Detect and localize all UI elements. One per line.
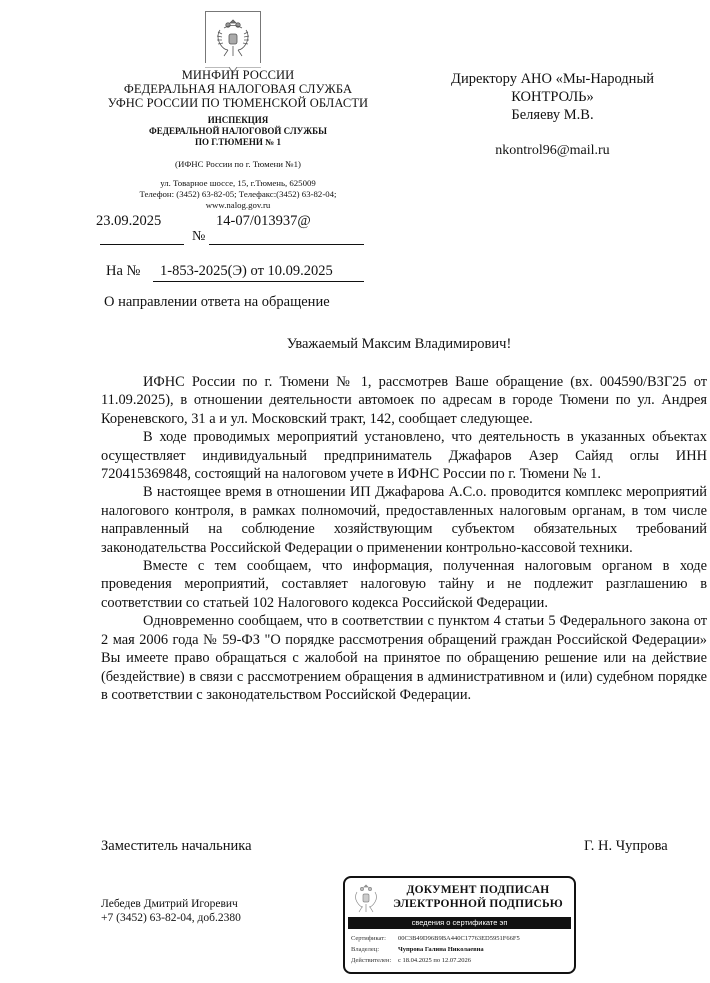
ministry-name: МИНФИН РОССИИ [181, 68, 295, 82]
inspection-line-2: ФЕДЕРАЛЬНОЙ НАЛОГОВОЙ СЛУЖБЫ [149, 126, 327, 136]
inspection-address: ул. Товарное шоссе, 15, г.Тюмень, 625009 [160, 178, 316, 188]
validity-label: Действителен: [351, 957, 392, 964]
validity-row [351, 956, 573, 965]
executor-name: Лебедев Дмитрий Игоревич [101, 898, 238, 910]
date-underline [100, 244, 184, 245]
letter-body [101, 373, 707, 704]
addressee-email: nkontrol96@mail.ru [495, 143, 610, 158]
letter-subject: О направлении ответа на обращение [104, 294, 330, 310]
validity-value: с 18.04.2025 по 12.07.2026 [398, 957, 471, 964]
number-underline [209, 244, 364, 245]
reply-to-value: 1-853-2025(Э) от 10.09.2025 [160, 263, 333, 279]
addressee-line-2: КОНТРОЛЬ» [511, 89, 594, 105]
stamp-coat-of-arms-icon [351, 882, 381, 914]
inspection-phones: Телефон: (3452) 63-82-05; Телефакс:(3452) 63-82-04; [139, 189, 337, 199]
executor-block [101, 897, 241, 925]
letterhead [96, 68, 380, 211]
signatory-title: Заместитель начальника [101, 838, 252, 854]
letter-date: 23.09.2025 [96, 213, 162, 229]
body-paragraph: В настоящее время в отношении ИП Джафарова А.С.о. проводится комплекс мероприятий налогового контроля, в рамках полномочий, предоставленных налоговым органам, в том числе направленный на соблюдение хозяйствующим субъектом обязательных требований законодательства Российской Федерации о применении контрольно-кассовой техники. [101, 484, 707, 556]
number-sign: № [192, 229, 206, 244]
inspection-short-name: (ИФНС России по г. Тюмени №1) [175, 159, 301, 169]
signatory-name: Г. Н. Чупрова [584, 838, 668, 854]
addressee-line-1: Директору АНО «Мы-Народный [451, 71, 654, 87]
department-name: УФНС РОССИИ ПО ТЮМЕНСКОЙ ОБЛАСТИ [107, 96, 369, 110]
inspection-line-3: ПО Г.ТЮМЕНИ № 1 [195, 137, 281, 147]
inspection-website: www.nalog.gov.ru [205, 200, 271, 210]
body-paragraph: ИФНС России по г. Тюмени № 1, рассмотрев Ваше обращение (вх. 004590/ВЗГ25 от 11.09.2025), в отношении деятельности автомоек по адресам в городе Тюмени по ул. Андрея Кореневского, 31 а и ул. Московский тракт, 142, сообщает следующее. [101, 374, 707, 427]
owner-row [351, 945, 573, 954]
certificate-row [351, 934, 573, 943]
executor-phone: +7 (3452) 63-82-04, доб.2380 [101, 912, 241, 924]
owner-label: Владелец: [351, 946, 380, 953]
reply-to-label: На № [106, 263, 141, 279]
owner-value: Чупрова Галина Николаевна [398, 946, 484, 953]
inspection-line-1: ИНСПЕКЦИЯ [207, 115, 269, 125]
stamp-title [385, 883, 571, 911]
e-signature-stamp [343, 876, 576, 974]
service-name: ФЕДЕРАЛЬНАЯ НАЛОГОВАЯ СЛУЖБА [123, 82, 353, 96]
certificate-value: 00C3B49D96B9BA440C17763ED5951F66F5 [398, 935, 520, 942]
stamp-title-line-1: ДОКУМЕНТ ПОДПИСАН [406, 884, 550, 896]
body-paragraph: Вместе с тем сообщаем, что информация, полученная налоговым органом в ходе проведения мероприятий, составляет налоговую тайну и не подлежит разглашению в соответствии со статьей 102 Налогового кодекса Российской Федерации. [101, 558, 707, 611]
certificate-label: Сертификат: [351, 935, 386, 942]
coat-of-arms-icon [205, 11, 261, 63]
certificate-info-bar: сведения о сертификате эп [348, 917, 571, 929]
greeting: Уважаемый Максим Владимирович! [286, 336, 512, 352]
eagle-emblem-graphic [206, 12, 260, 62]
addressee-line-3: Беляеву М.В. [511, 107, 594, 123]
addressee-block [430, 70, 675, 160]
reply-to-underline [153, 281, 364, 282]
body-paragraph: Одновременно сообщаем, что в соответствии с пунктом 4 статьи 5 Федерального закона от 2 мая 2006 года № 59-ФЗ "О порядке рассмотрения обращений граждан Российской Федерации» Вы имеете право обращаться с жалобой на принятое по обращению решение или на действие (бездействие) в связи с рассмотрением обращения в административном и (или) судебном порядке в соответствии с законодательством Российской Федерации. [101, 613, 707, 703]
stamp-title-line-2: ЭЛЕКТРОННОЙ ПОДПИСЬЮ [393, 898, 563, 910]
letter-number: 14-07/013937@ [216, 213, 311, 229]
body-paragraph: В ходе проводимых мероприятий установлено, что деятельность в указанных объектах осуществляет индивидуальный предприниматель Джафаров Азер Сайяд оглы ИНН 720415369848, состоящий на налоговом учете в ИФНС России по г. Тюмени № 1. [101, 429, 707, 483]
